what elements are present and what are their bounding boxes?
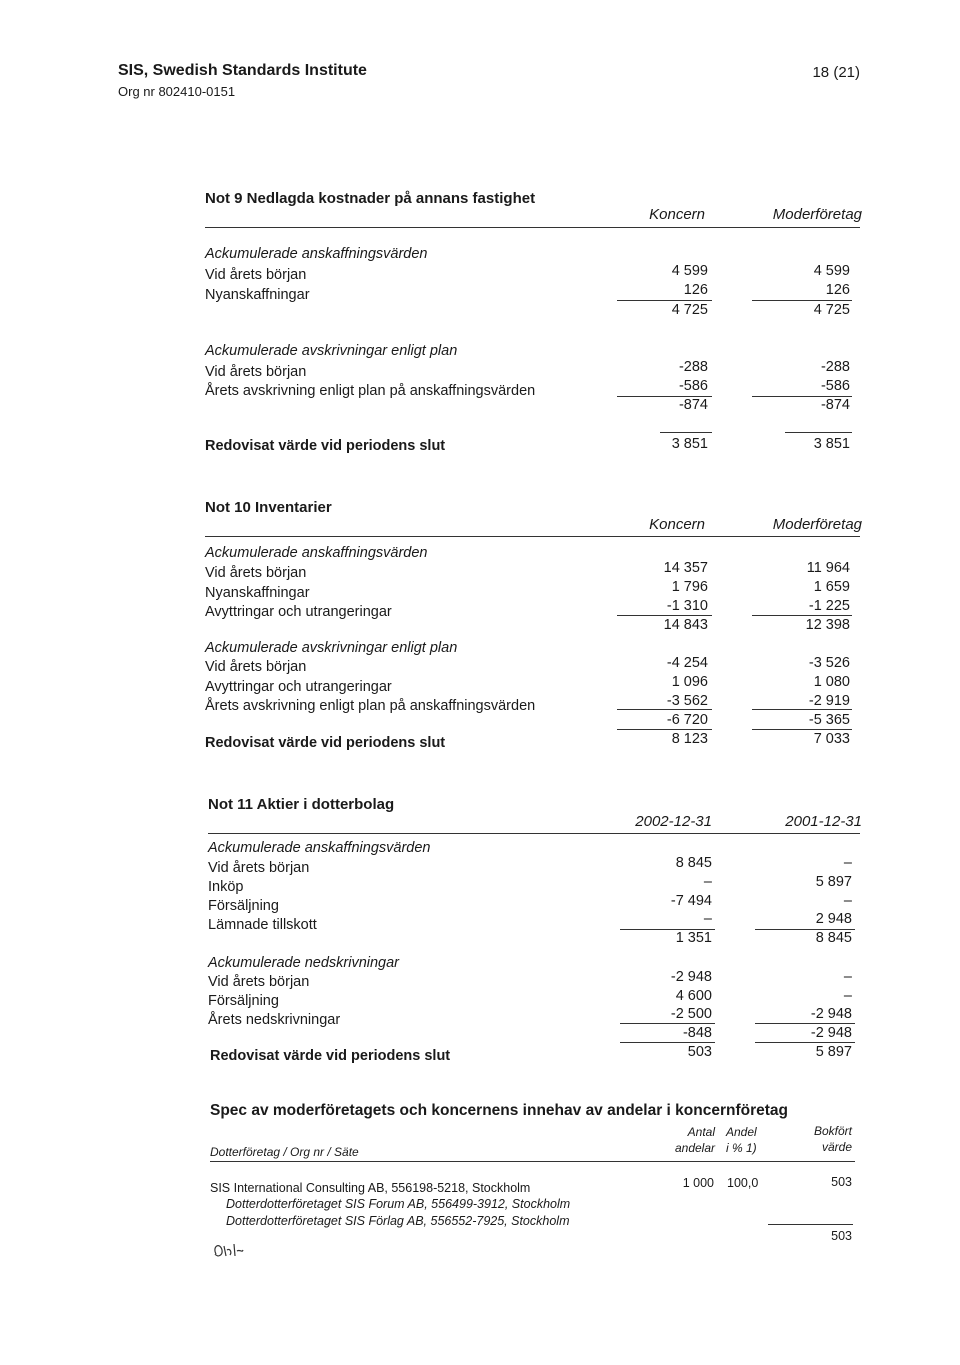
note-11-value: -2 948 bbox=[670, 969, 712, 985]
note-11-value: – bbox=[843, 969, 852, 985]
note-10-value: 1 096 bbox=[671, 674, 708, 690]
note-10-value: 1 659 bbox=[813, 579, 850, 595]
note-11-total-value: 5 897 bbox=[815, 1044, 852, 1060]
page-number: 18 (21) bbox=[812, 64, 860, 81]
spec-title: Spec av moderföretagets och koncernens innehav av andelar i koncernföretag bbox=[210, 1102, 788, 1119]
note-10-row-label: Vid årets början bbox=[205, 565, 307, 581]
note-10-header-rule bbox=[205, 536, 860, 537]
note-10-value: -3 526 bbox=[808, 655, 850, 671]
note-11-total-rule bbox=[755, 1042, 855, 1043]
note-10-total-rule bbox=[752, 729, 852, 730]
note-11-sum-rule bbox=[755, 1023, 855, 1024]
note-9-value: 4 599 bbox=[671, 263, 708, 279]
note-11-value: – bbox=[843, 893, 852, 909]
spec-head-book-value: Bokfört bbox=[813, 1124, 852, 1138]
note-9-total-rule bbox=[660, 432, 712, 433]
note-10-value: 1 796 bbox=[671, 579, 708, 595]
note-9-row-label: Vid årets början bbox=[205, 267, 307, 283]
note-10-value: -4 254 bbox=[666, 655, 708, 671]
note-9-row-label: Nyanskaffningar bbox=[205, 287, 310, 303]
note-11-value: – bbox=[703, 874, 712, 890]
note-11-row-label: Vid årets början bbox=[208, 860, 310, 876]
spec-sub-subsidiary: Dotterdotterföretaget SIS Förlag AB, 556552-7925, Stockholm bbox=[226, 1214, 570, 1228]
note-9-row-label: Årets avskrivning enligt plan på anskaffningsvärden bbox=[205, 383, 536, 399]
note-10-sum-rule bbox=[617, 709, 712, 710]
note-9-section-heading: Ackumulerade avskrivningar enligt plan bbox=[205, 343, 458, 359]
note-10-row-label: Avyttringar och utrangeringar bbox=[205, 604, 392, 620]
note-10-sum-rule bbox=[752, 615, 852, 616]
note-10-section-heading: Ackumulerade avskrivningar enligt plan bbox=[205, 640, 458, 656]
note-11-value: -2 500 bbox=[670, 1006, 712, 1022]
note-11-row-label: Försäljning bbox=[208, 898, 279, 914]
spec-header-rule bbox=[210, 1161, 855, 1162]
note-11-title: Not 11 Aktier i dotterbolag bbox=[208, 796, 395, 813]
note-11-row-label: Årets nedskrivningar bbox=[208, 1012, 341, 1028]
note-10-sum: -5 365 bbox=[808, 712, 850, 728]
spec-head-share: Andel bbox=[726, 1125, 757, 1139]
note-10-row-label: Vid årets början bbox=[205, 659, 307, 675]
note-10-total-label: Redovisat värde vid periodens slut bbox=[205, 735, 446, 751]
note-9-sum: -874 bbox=[820, 397, 850, 413]
note-11-value: – bbox=[843, 988, 852, 1004]
note-11-section-heading: Ackumulerade nedskrivningar bbox=[208, 955, 400, 971]
note-10-row-label: Årets avskrivning enligt plan på anskaffningsvärden bbox=[205, 698, 536, 714]
note-11-row-label: Vid årets början bbox=[208, 974, 310, 990]
note-11-col-current-year: 2002-12-31 bbox=[635, 813, 712, 830]
note-10-value: -2 919 bbox=[808, 693, 850, 709]
note-11-value: -2 948 bbox=[810, 1006, 852, 1022]
note-9-col-koncern: Koncern bbox=[649, 206, 705, 223]
note-10-value: 14 357 bbox=[663, 560, 708, 576]
note-10-value: -3 562 bbox=[666, 693, 708, 709]
note-10-row-label: Avyttringar och utrangeringar bbox=[205, 679, 392, 695]
note-11-sum: -848 bbox=[682, 1025, 712, 1041]
spec-total-rule bbox=[768, 1224, 853, 1225]
note-9-value: 4 599 bbox=[813, 263, 850, 279]
note-10-total-value: 7 033 bbox=[813, 731, 850, 747]
spec-count: 1 000 bbox=[682, 1176, 714, 1190]
note-11-sum: 8 845 bbox=[815, 930, 852, 946]
note-11-value: – bbox=[703, 911, 712, 927]
spec-sub-subsidiary: Dotterdotterföretaget SIS Forum AB, 556499-3912, Stockholm bbox=[226, 1197, 571, 1211]
note-9-total-label: Redovisat värde vid periodens slut bbox=[205, 438, 446, 454]
note-9-value: 126 bbox=[683, 282, 708, 298]
note-11-section-heading: Ackumulerade anskaffningsvärden bbox=[208, 840, 431, 856]
note-9-sum: -874 bbox=[678, 397, 708, 413]
note-9-sum: 4 725 bbox=[671, 302, 708, 318]
note-9-section-heading: Ackumulerade anskaffningsvärden bbox=[205, 246, 428, 262]
note-11-row-label: Lämnade tillskott bbox=[208, 917, 317, 933]
note-10-sum-rule bbox=[752, 709, 852, 710]
spec-total-book-value: 503 bbox=[831, 1229, 852, 1243]
spec-book-value: 503 bbox=[831, 1175, 852, 1189]
note-11-sum: -2 948 bbox=[810, 1025, 852, 1041]
note-10-value: -1 225 bbox=[808, 598, 850, 614]
note-11-row-label: Försäljning bbox=[208, 993, 279, 1009]
note-11-value: 5 897 bbox=[815, 874, 852, 890]
note-11-col-previous-year: 2001-12-31 bbox=[785, 813, 862, 830]
note-11-value: – bbox=[843, 855, 852, 871]
note-11-value: 4 600 bbox=[675, 988, 712, 1004]
organization-name: SIS, Swedish Standards Institute bbox=[118, 62, 367, 79]
note-9-value: 126 bbox=[825, 282, 850, 298]
note-9-col-moderforetag: Moderföretag bbox=[772, 206, 862, 223]
note-10-col-moderforetag: Moderföretag bbox=[772, 516, 862, 533]
note-9-value: -288 bbox=[678, 359, 708, 375]
note-11-header-rule bbox=[208, 833, 860, 834]
spec-head-count: andelar bbox=[674, 1141, 715, 1155]
note-11-sum: 1 351 bbox=[675, 930, 712, 946]
note-9-total-value: 3 851 bbox=[813, 436, 850, 452]
note-10-row-label: Nyanskaffningar bbox=[205, 585, 310, 601]
spec-share: 100,0 bbox=[727, 1176, 759, 1190]
spec-head-count: Antal bbox=[687, 1125, 715, 1139]
note-10-total-rule bbox=[617, 729, 712, 730]
note-9-total-value: 3 851 bbox=[671, 436, 708, 452]
note-10-sum-rule bbox=[617, 615, 712, 616]
note-11-sum-rule bbox=[620, 1023, 715, 1024]
spec-head-company: Dotterföretag / Org nr / Säte bbox=[210, 1145, 359, 1159]
note-10-value: 11 964 bbox=[806, 560, 850, 576]
note-10-section-heading: Ackumulerade anskaffningsvärden bbox=[205, 545, 428, 561]
note-10-sum: 12 398 bbox=[805, 617, 850, 633]
initials-signature-icon bbox=[210, 1238, 262, 1262]
note-9-total-rule bbox=[785, 432, 852, 433]
note-9-value: -586 bbox=[820, 378, 850, 394]
note-11-value: -7 494 bbox=[670, 893, 712, 909]
note-11-row-label: Inköp bbox=[208, 879, 244, 895]
note-11-total-value: 503 bbox=[687, 1044, 712, 1060]
organization-number: Org nr 802410-0151 bbox=[118, 84, 236, 99]
note-9-sum-rule bbox=[752, 300, 852, 301]
note-10-total-value: 8 123 bbox=[671, 731, 708, 747]
note-9-sum: 4 725 bbox=[813, 302, 850, 318]
note-10-title: Not 10 Inventarier bbox=[205, 499, 332, 516]
note-10-value: -1 310 bbox=[666, 598, 708, 614]
note-9-sum-rule bbox=[617, 300, 712, 301]
note-11-total-rule bbox=[620, 1042, 715, 1043]
note-9-value: -586 bbox=[678, 378, 708, 394]
note-10-sum: -6 720 bbox=[666, 712, 708, 728]
note-11-value: 8 845 bbox=[675, 855, 712, 871]
spec-head-share: i % 1) bbox=[726, 1141, 757, 1155]
spec-company-row: SIS International Consulting AB, 556198-5218, Stockholm bbox=[210, 1181, 531, 1195]
note-9-title: Not 9 Nedlagda kostnader på annans fastighet bbox=[205, 190, 536, 207]
note-10-value: 1 080 bbox=[813, 674, 850, 690]
note-10-col-koncern: Koncern bbox=[649, 516, 705, 533]
note-11-total-label: Redovisat värde vid periodens slut bbox=[210, 1048, 451, 1064]
note-9-value: -288 bbox=[820, 359, 850, 375]
note-9-row-label: Vid årets början bbox=[205, 364, 307, 380]
spec-head-book-value: värde bbox=[821, 1140, 852, 1154]
note-10-sum: 14 843 bbox=[663, 617, 708, 633]
note-11-value: 2 948 bbox=[815, 911, 852, 927]
note-9-header-rule bbox=[205, 227, 860, 228]
